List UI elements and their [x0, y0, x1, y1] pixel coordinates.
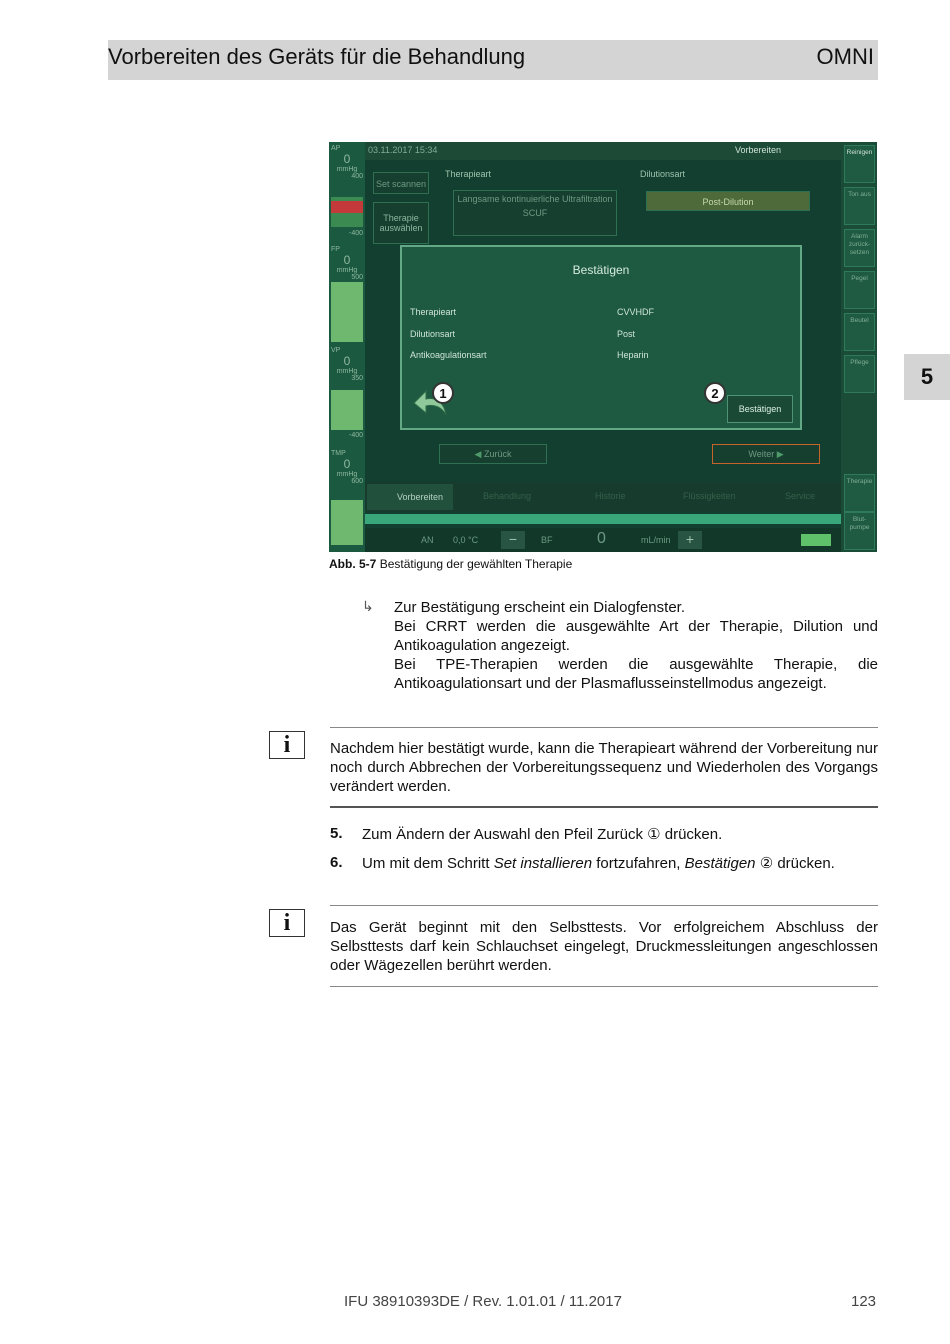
doc-reference: IFU 38910393DE / Rev. 1.01.01 / 11.2017 [344, 1293, 622, 1310]
tab-vorbereiten[interactable]: Vorbereiten [367, 484, 453, 510]
screen-topbar [365, 142, 841, 160]
step-number: 6. [330, 854, 343, 871]
gauge-min: -400 [348, 432, 363, 439]
step-emphasis: Set installieren [493, 855, 593, 872]
screen-statusbar [365, 528, 841, 552]
gauge-tmp [331, 450, 363, 485]
chapter-tab: 5 [904, 354, 950, 400]
info-note: Das Gerät beginnt mit den Selbsttests. Vor erfolgreichem Abschluss der Selbsttests darf kein Schlauchset eingelegt, Druckmessleitungen angeschlossen oder Wägezellen berührt werden. [330, 919, 878, 974]
step-text-part: fortzufahren, [592, 855, 685, 872]
therapieart-option[interactable] [453, 190, 617, 236]
mode-label: Vorbereiten [735, 145, 782, 155]
gauge-label: VP [331, 347, 341, 354]
bestaetigen-button[interactable]: Bestätigen [727, 395, 793, 423]
divider [330, 727, 878, 728]
arrow-left-icon: ◀ [474, 449, 482, 459]
step-emphasis: Bestätigen [684, 855, 756, 872]
status-bf-label: BF [541, 535, 553, 545]
gauge-max: 500 [351, 274, 363, 281]
figure-caption [329, 557, 572, 571]
gauge-fp [331, 246, 363, 281]
zurueck-label: Zurück [483, 449, 512, 459]
step-text: Zum Ändern der Auswahl den Pfeil Zurück ① drücken. [362, 826, 723, 843]
blutpumpe-button[interactable]: Blut-pumpe [844, 512, 875, 550]
therapieart-label: Therapieart [445, 169, 492, 179]
caption-prefix: Abb. 5-7 [329, 557, 377, 571]
gauge-value: 0 [343, 457, 351, 471]
step-text-part: ② drücken. [755, 855, 835, 872]
zurueck-button[interactable] [439, 444, 547, 464]
gauge-ap [331, 145, 363, 180]
gauge-value: 0 [343, 253, 351, 267]
gauge-label: TMP [331, 450, 346, 457]
dialog-label-therapieart: Therapieart [410, 307, 457, 317]
tab-fluessigkeiten[interactable]: Flüssigkeiten [683, 491, 736, 501]
dialog-label-antikoagulation: Antikoagulationsart [410, 350, 487, 360]
gauge-label: AP [331, 145, 341, 152]
result-line: Zur Bestätigung erscheint ein Dialogfenster. [394, 599, 685, 616]
progress-strip [365, 514, 841, 524]
divider [330, 986, 878, 987]
tab-historie[interactable]: Historie [595, 491, 626, 501]
therapie-auswaehlen-button[interactable]: Therapie auswählen [373, 202, 429, 244]
divider [330, 806, 878, 808]
gauge-unit: mmHg [336, 166, 358, 173]
tab-behandlung[interactable]: Behandlung [483, 491, 532, 501]
product-name: OMNI [816, 44, 874, 69]
result-arrow-icon: ↳ [362, 598, 374, 614]
gauge-unit: mmHg [336, 471, 358, 478]
dilutionsart-option[interactable]: Post-Dilution [646, 191, 810, 211]
gauge-strip [331, 500, 363, 545]
caption-text: Bestätigung der gewählten Therapie [379, 557, 573, 571]
alarm-reset-button[interactable]: Alarm zurück-setzen [844, 229, 875, 267]
info-icon: i [269, 731, 305, 759]
device-screenshot [329, 142, 877, 552]
option-text: Langsame kontinuierliche Ultrafiltration [457, 194, 613, 204]
weiter-button[interactable] [712, 444, 820, 464]
minus-button[interactable]: − [501, 531, 525, 549]
gauge-min: -400 [348, 230, 363, 237]
arrow-right-icon: ▶ [776, 449, 784, 459]
dialog-value-dilutionsart: Post [617, 329, 636, 339]
gauge-max: 600 [351, 478, 363, 485]
pegel-button[interactable]: Pegel [844, 271, 875, 309]
datetime: 03.11.2017 15:34 [368, 145, 438, 155]
step-text-part: Um mit dem Schritt [362, 855, 494, 872]
gauge-max: 350 [351, 375, 363, 382]
page-title: Vorbereiten des Geräts für die Behandlung [108, 44, 526, 69]
gauge-strip [331, 390, 363, 430]
beutel-button[interactable]: Beutel [844, 313, 875, 351]
gauge-max: 400 [351, 173, 363, 180]
gauge-vp [331, 347, 363, 382]
dialog-label-dilutionsart: Dilutionsart [410, 329, 456, 339]
dialog-value-antikoagulation: Heparin [617, 350, 649, 360]
gauge-strip [331, 197, 363, 227]
option-abbr: SCUF [522, 208, 548, 218]
info-note: Nachdem hier bestätigt wurde, kann die Therapieart während der Vorbereitung nur noch durch Abbrechen der Vorbereitungssequenz und Wiederholen des Vorgangs verändert werden. [330, 740, 878, 795]
status-bf-unit: mL/min [641, 535, 671, 545]
gauge-unit: mmHg [336, 267, 358, 274]
gauge-strip [331, 282, 363, 342]
status-temp: 0,0 °C [453, 535, 479, 545]
weiter-label: Weiter [748, 449, 775, 459]
reinigen-button[interactable]: Reinigen [844, 145, 875, 183]
battery-icon [801, 534, 831, 546]
status-bf-value: 0 [597, 530, 606, 547]
dilutionsart-label: Dilutionsart [640, 169, 686, 179]
pressure-gauges [329, 142, 365, 552]
dialog-title: Bestätigen [572, 263, 630, 277]
step-text [362, 854, 835, 872]
alarm-marker [331, 201, 363, 213]
confirm-dialog [400, 245, 802, 430]
gauge-label: FP [331, 246, 340, 253]
screen-right-buttons [841, 142, 877, 552]
pflege-button[interactable]: Pflege [844, 355, 875, 393]
step-number: 5. [330, 825, 343, 842]
result-line: Bei TPE-Therapien werden die ausgewählte Therapie, die Antikoagulationsart und der Plasmaflusseinstellmodus angezeigt. [394, 656, 878, 692]
dialog-value-therapieart: CVVHDF [617, 307, 655, 317]
page-header [108, 40, 878, 80]
result-line: Bei CRRT werden die ausgewählte Art der Therapie, Dilution und Antikoagulation angezeigt. [394, 618, 878, 654]
divider [330, 905, 878, 906]
plus-button[interactable]: + [678, 531, 702, 549]
screen-tabbar [365, 482, 841, 512]
gauge-value: 0 [343, 354, 351, 368]
callout-marker-1: 1 [432, 382, 454, 404]
status-an: AN [421, 535, 434, 545]
ton-aus-button[interactable]: Ton aus [844, 187, 875, 225]
set-scannen-button[interactable]: Set scannen [373, 172, 429, 194]
tab-service[interactable]: Service [785, 491, 816, 501]
callout-marker-2: 2 [704, 382, 726, 404]
result-block [394, 598, 878, 693]
page-number: 123 [851, 1293, 877, 1310]
therapie-button[interactable]: Therapie [844, 474, 875, 512]
gauge-value: 0 [343, 152, 351, 166]
info-icon: i [269, 909, 305, 937]
gauge-unit: mmHg [336, 368, 358, 375]
